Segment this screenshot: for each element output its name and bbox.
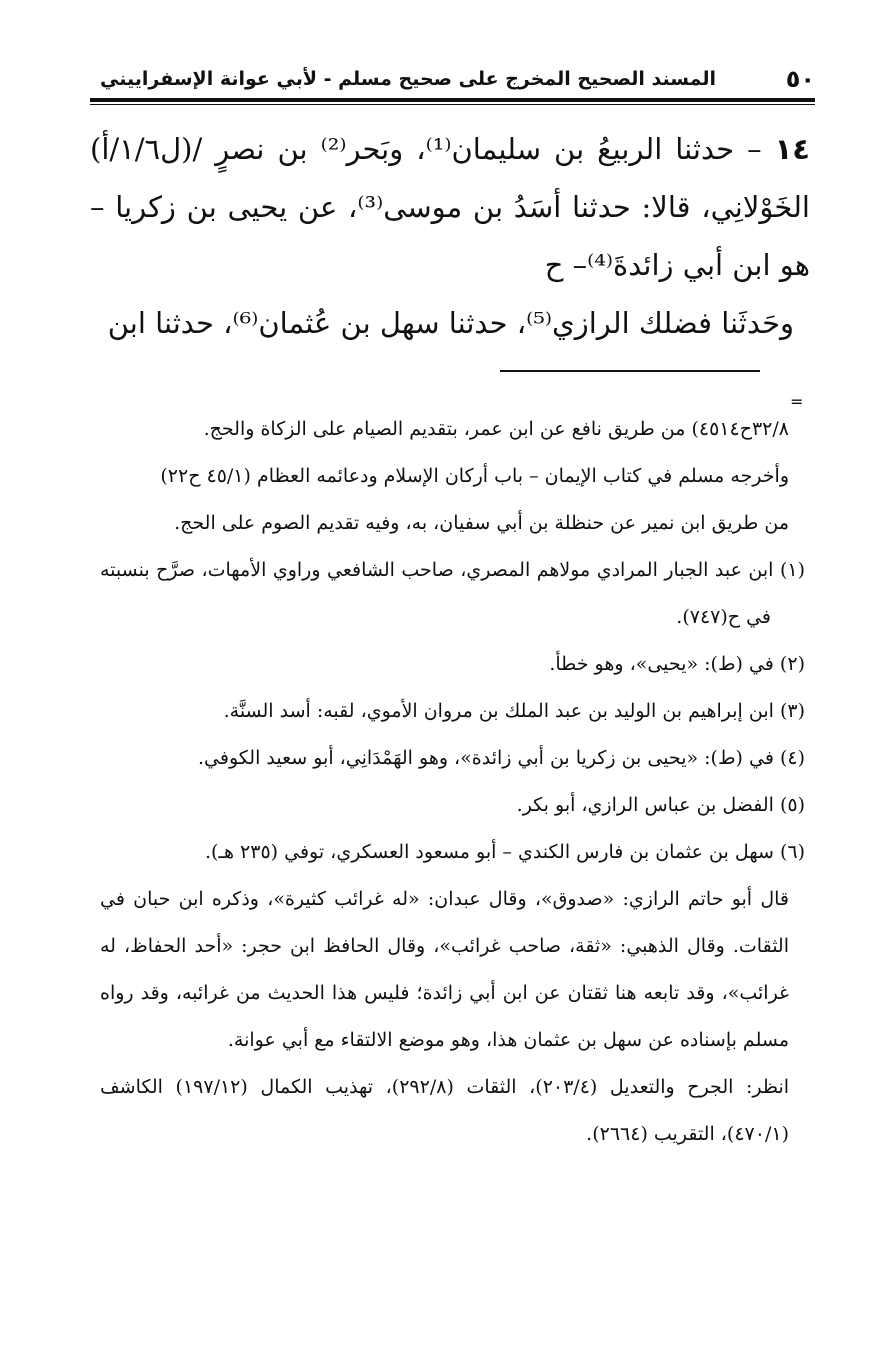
hadith-text-1: – حدثنا الربيعُ بن سليمان⁽¹⁾، وبَحر⁽²⁾ بن نصرٍ /(ل١/٦/أ) الخَوْلانِي، قالا: حدثنا أسَدُ بن موسى⁽³⁾، عن يحيى بن زكريا –هو ابن أبي زائدةَ⁽⁴⁾– ح	[90, 132, 810, 282]
hadith-paragraph-2: وحَدثَنا فضلك الرازي⁽⁵⁾، حدثنا سهل بن عُثمان⁽⁶⁾، حدثنا ابن	[107, 306, 794, 340]
running-header	[90, 62, 815, 96]
hadith-paragraph-1	[90, 120, 810, 294]
footnote-cont-line: ٣٢/٨ح٤٥١٤) من طريق نافع عن ابن عمر، بتقديم الصيام على الزكاة والحج.	[203, 418, 789, 440]
footnote-1: (١) ابن عبد الجبار المرادي مولاهم المصري، صاحب الشافعي وراوي الأمهات، صرَّح بنسبته في ح(٧٤٧).	[100, 559, 805, 628]
footnote-4: (٤) في (ط): «يحيى بن زكريا بن أبي زائدة»، وهو الهَمْدَانِي، أبو سعيد الكوفي.	[198, 747, 805, 769]
footnote-2: (٢) في (ط): «يحيى»، وهو خطأ.	[549, 653, 805, 675]
footnote-6-references: انظر: الجرح والتعديل (٢٠٣/٤)، الثقات (٢٩٢/٨)، تهذيب الكمال (١٩٧/١٢) الكاشف (٤٧٠/١)، التقريب (٢٦٦٤).	[100, 1076, 790, 1145]
footnote-cont-line: من طريق ابن نمير عن حنظلة بن أبي سفيان، به، وفيه تقديم الصوم على الحج.	[174, 512, 789, 534]
hadith-number: ١٤	[774, 132, 811, 166]
header-rule-thin	[90, 104, 815, 105]
main-text	[90, 120, 810, 352]
footnote-cont-line: وأخرجه مسلم في كتاب الإيمان – باب أركان الإسلام ودعائمه العظام (٤٥/١ ح٢٢)	[160, 465, 789, 487]
footnote-5: (٥) الفضل بن عباس الرازي، أبو بكر.	[516, 794, 805, 816]
page-number: ٥٠	[785, 65, 815, 93]
footnote-6: (٦) سهل بن عثمان بن فارس الكندي – أبو مسعود العسكري، توفي (٢٣٥ هـ).	[204, 841, 805, 863]
footnotes	[100, 406, 805, 1158]
header-rule-thick	[90, 98, 815, 102]
footnote-3: (٣) ابن إبراهيم بن الوليد بن عبد الملك بن مروان الأموي، لقبه: أسد السنَّة.	[223, 700, 805, 722]
footnote-6-commentary: قال أبو حاتم الرازي: «صدوق»، وقال عبدان: «له غرائب كثيرة»، وذكره ابن حبان في الثقات. وقال الذهبي: «ثقة، صاحب غرائب»، وقال الحافظ ابن حجر: «أحد الحفاظ، له غرائب»، وقد تابعه هنا ثقتان عن ابن أبي زائدة؛ فليس هذا الحديث من غرائبه، وقد رواه مسلم بإسناده عن سهل بن عثمان هذا، وهو موضع الالتقاء مع أبي عوانة.	[100, 888, 789, 1051]
footnote-continuation-mark: =	[790, 392, 804, 411]
running-title: المسند الصحيح المخرج على صحيح مسلم - لأبي عوانة الإسفراييني	[100, 68, 716, 90]
footnote-separator	[500, 370, 760, 372]
